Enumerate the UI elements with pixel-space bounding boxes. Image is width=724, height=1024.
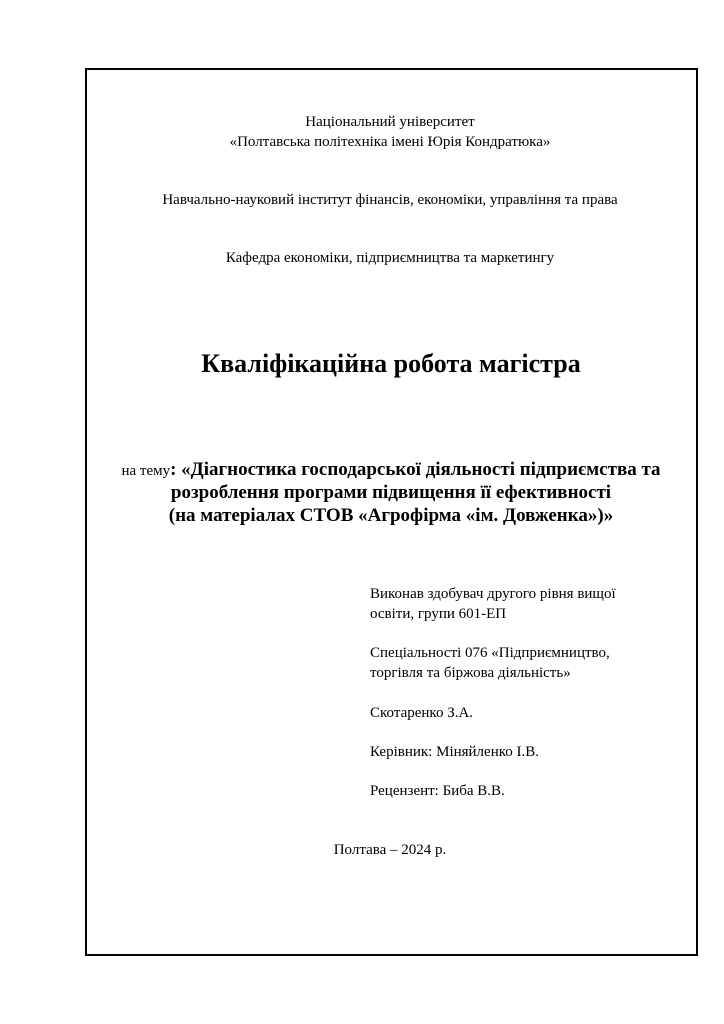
specialty-line-1: Спеціальності 076 «Підприємництво, [370,645,610,661]
topic-prefix: на тему [121,463,171,479]
city-year: Полтава – 2024 р. [333,842,447,858]
specialty-line-2: торгівля та біржова діяльність» [370,665,571,681]
university-name: Національний університет [305,114,475,130]
topic-line-1 [0,459,724,482]
topic-text-1: : «Діагностика господарської діяльності підприємства та [170,459,661,480]
university-full-name: «Полтавська політехніка імені Юрія Кондратюка» [229,134,551,150]
department-name: Кафедра економіки, підприємництва та маркетингу [225,250,555,266]
performed-by-line-1: Виконав здобувач другого рівня вищої [370,586,616,602]
document-title: Кваліфікаційна робота магістра [201,349,581,378]
topic-line-2: розроблення програми підвищення її ефективності [170,482,612,503]
supervisor-name: Керівник: Міняйленко І.В. [370,744,540,760]
reviewer-name: Рецензент: Биба В.В. [370,783,505,799]
performed-by-line-2: освіти, групи 601-ЕП [370,606,507,622]
topic-line-3: (на матеріалах СТОВ «Агрофірма «ім. Довженка»)» [168,505,614,526]
institute-name: Навчально-науковий інститут фінансів, економіки, управління та права [162,192,618,208]
student-name: Скотаренко З.А. [370,705,474,721]
